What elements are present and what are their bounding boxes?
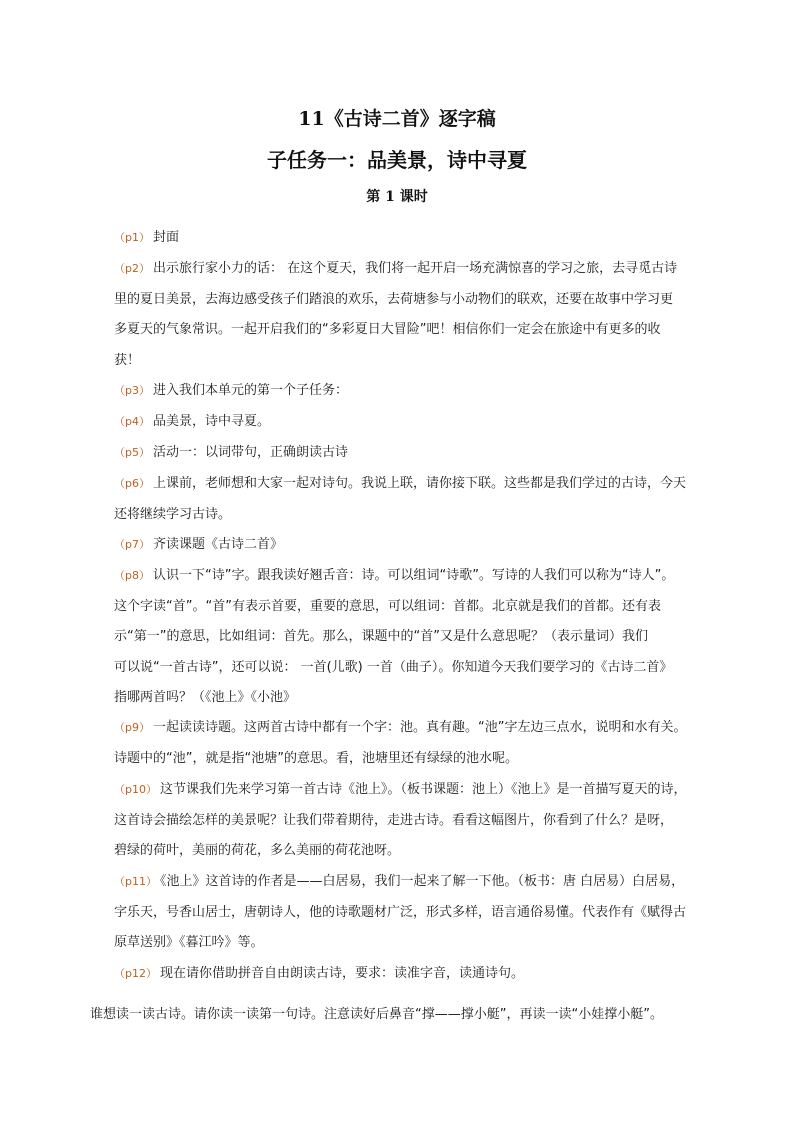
paragraph-text: 认识一下“诗”字。跟我读好翘舌音：诗。可以组词“诗歌”。写诗的人我们可以称为“诗人”。 [152,568,675,583]
paragraph-text: 进入我们本单元的第一个子任务： [152,383,348,398]
document-title: 11《古诗二首》逐字稿 [298,108,496,130]
paragraph-text: 诗题中的“池”，就是指“池塘”的意思。看，池塘里还有绿绿的池水呢。 [114,750,518,766]
paragraph-text: 一起读读诗题。这两首古诗中都有一个字：池。真有趣。“池”字左边三点水，说明和水有关。 [152,720,687,735]
lesson-label: 第 1 课时 [366,189,428,205]
paragraph-p10 [114,775,744,867]
paragraph-text: 这个字读“首”。“首”有表示首要，重要的意思，可以组词：首都。北京就是我们的首都。还有表 [114,598,661,614]
paragraph-text: 字乐天，号香山居士，唐朝诗人，他的诗歌题材广泛，形式多样，语言通俗易懂。代表作有《赋得古 [114,904,687,920]
paragraph-p12 [114,959,744,990]
page-tag: （p10） [114,783,157,796]
closing-line: 谁想读一读古诗。请你读一读第一句诗。注意读好后鼻音“撑——撑小艇”，再读一读“小娃撑小艇”。 [90,1007,663,1022]
page-tag: （p12） [114,967,157,980]
paragraph-text: 活动一：以词带句，正确朗读古诗 [152,445,348,460]
page-tag: （p1） [114,231,150,244]
paragraph-text: 齐读课题《古诗二首》 [152,537,283,552]
paragraph-text: 碧绿的荷叶，美丽的荷花，多么美丽的荷花池呀。 [114,843,401,858]
page-tag: （p11） [114,875,157,888]
page-tag: （p2） [114,262,150,275]
paragraph-text: 出示旅行家小力的话： 在这个夏天，我们将一起开启一场充满惊喜的学习之旅，去寻觅古诗 [152,261,678,276]
paragraph-text: 可以说“一首古诗”，还可以说： 一首(儿歌) 一首（曲子）。你知道今天我们要学习的《古诗二首》 [114,659,673,675]
paragraph-p3 [114,376,744,407]
paragraph-text: 这首诗会描绘怎样的美景呢？让我们带着期待，走进古诗。看看这幅图片，你看到了什么？是呀， [114,812,674,828]
paragraph-text: 现在请你借助拼音自由朗读古诗，要求：读准字音，读通诗句。 [159,966,524,981]
paragraph-text: 多夏天的气象常识。一起开启我们的“多彩夏日大冒险”吧！相信你们一定会在旅途中有更多的收 [114,322,661,337]
paragraph-text: 品美景，诗中寻夏。 [152,414,270,429]
paragraph-text: 封面 [152,230,179,245]
page-tag: （p8） [114,569,150,582]
paragraph-text: 还将继续学习古诗。 [114,506,232,522]
paragraph-p5 [114,438,744,469]
paragraph-text: 这节课我们先来学习第一首古诗《池上》。（板书课题：池上）《池上》是一首描写夏天的诗， [159,782,687,797]
paragraph-text: 《池上》这首诗的作者是——白居易，我们一起来了解一下他。（板书：唐 白居易）白居易， [159,874,685,889]
paragraph-p2 [114,254,744,376]
page-tag: （p4） [114,415,150,428]
paragraph-p1 [114,223,744,254]
page-tag: （p6） [114,477,150,490]
paragraph-text: 指哪两首吗？（《池上》《小池》 [114,690,297,705]
page-tag: （p3） [114,384,150,397]
page-tag: （p7） [114,538,150,551]
paragraph-p9 [114,713,744,774]
page-tag: （p9） [114,721,150,734]
paragraph-p6 [114,469,744,530]
paragraph-text: 示“第一”的意思，比如组词：首先。那么，课题中的“首”又是什么意思呢？（表示量词）我们 [114,629,648,644]
paragraph-p8 [114,561,744,714]
subtask-heading: 子任务一：品美景，诗中寻夏 [267,148,527,172]
paragraph-p7 [114,530,744,561]
paragraph-text: 上课前，老师想和大家一起对诗句。我说上联，请你接下联。这些都是我们学过的古诗，今天 [152,476,686,491]
paragraph-text: 里的夏日美景，去海边感受孩子们踏浪的欢乐，去荷塘参与小动物们的联欢，还要在故事中学习更 [114,291,674,307]
paragraph-text: 原草送别》《暮江吟》等。 [114,935,264,950]
paragraph-p11 [114,867,744,959]
paragraph-p4 [114,407,744,438]
page-tag: （p5） [114,446,150,459]
paragraph-text: 获！ [114,352,141,368]
